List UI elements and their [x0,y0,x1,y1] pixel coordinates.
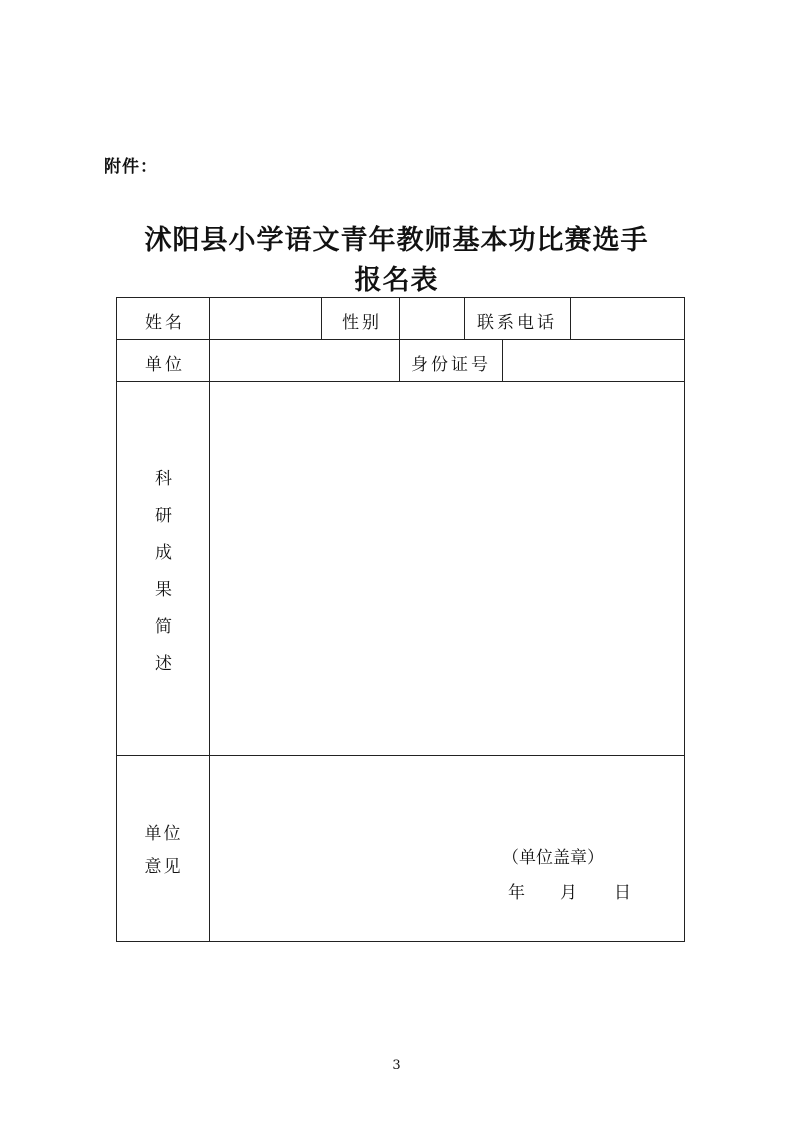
unit-label: 单位 [145,355,185,375]
research-label-char: 果 [155,580,172,600]
gender-field[interactable] [400,298,464,339]
unit-opinion-label-line1: 单位 [144,824,183,844]
id-number-field[interactable] [503,340,684,381]
phone-label: 联系电话 [477,313,557,333]
row1-divider [321,298,322,339]
row1-divider [464,298,465,339]
research-summary-label [117,461,210,683]
gender-label: 性别 [342,313,382,333]
page-title-line2: 报名表 [354,265,439,296]
research-label-char: 科 [155,469,172,489]
phone-field[interactable] [571,298,684,339]
unit-field[interactable] [210,340,399,381]
research-summary-field[interactable] [210,382,684,755]
unit-opinion-label [117,818,210,884]
page-title-line1: 沭阳县小学语文青年教师基本功比赛选手 [144,225,649,256]
research-label-char: 述 [155,654,172,674]
page-number: 3 [392,1058,401,1073]
date-month-label: 月 [560,883,577,903]
name-field[interactable] [210,298,321,339]
date-day-label: 日 [614,883,631,903]
id-number-label: 身份证号 [411,355,491,375]
research-label-char: 成 [155,543,172,563]
registration-form-table [116,297,685,942]
date-year-label: 年 [508,883,525,903]
unit-opinion-label-line2: 意见 [144,857,183,877]
name-label: 姓名 [145,313,185,333]
row2-divider [399,339,400,381]
attachment-label: 附件： [104,157,158,177]
research-label-char: 研 [155,506,172,526]
unit-opinion-field[interactable] [210,756,684,941]
research-label-char: 简 [155,617,172,637]
unit-stamp-text: （单位盖章） [502,848,604,868]
